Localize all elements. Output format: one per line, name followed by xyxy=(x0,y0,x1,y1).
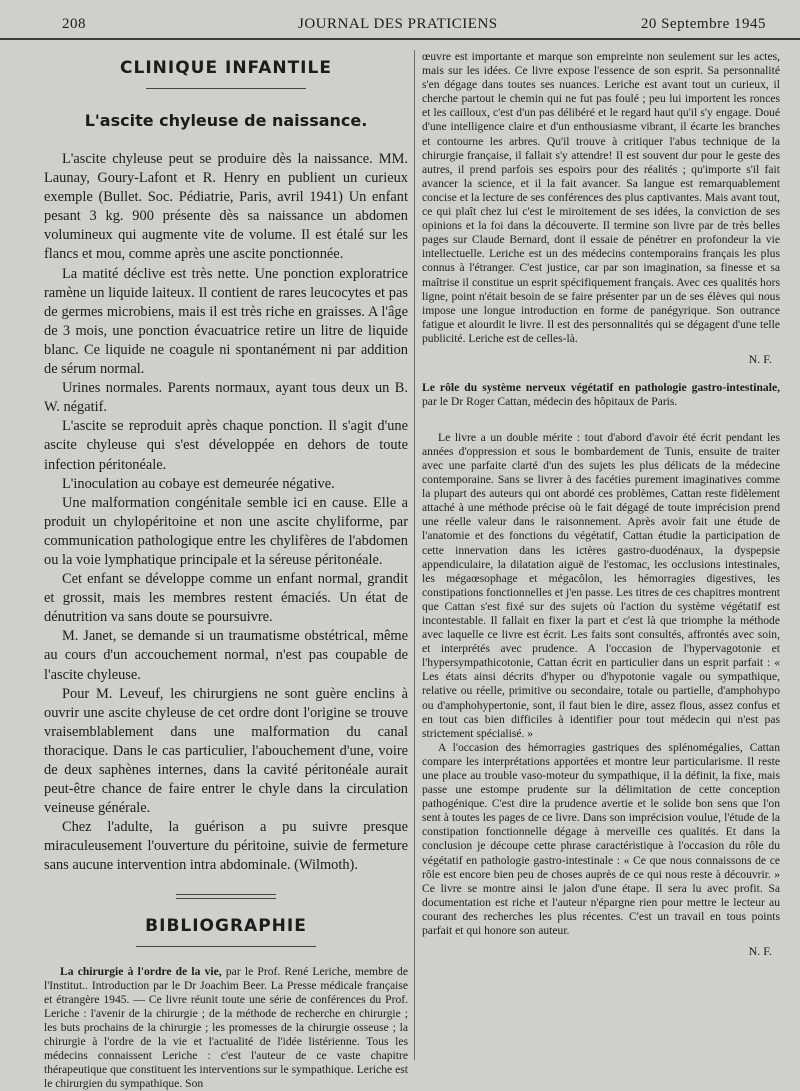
journal-title: JOURNAL DES PRATICIENS xyxy=(298,16,498,32)
review-body xyxy=(422,431,780,938)
issue-date: 20 Septembre 1945 xyxy=(640,16,766,32)
page-number: 208 xyxy=(62,16,86,32)
bibliography-entry xyxy=(422,381,780,409)
bibliography-entry xyxy=(44,965,408,1091)
review-paragraph: œuvre est importante et marque son empreinte non seulement sur les actes, mais sur les idées. Ce livre expose l'essence de son esprit. Sa personnalité s'en dégage dans toutes ses nuances. Leriche est avant tout un curieux, il cherche partout le chemin qui ne fut pas foulé ; peu lui importent les ronces et les cailloux, c'est d'un pas délibéré et le regard haut qu'il s'y engage. Doué d'une intelligence claire et d'un enthousiasme vibrant, il écarte les branches et contourne les arbres. Qu'il trouve à critiquer l'abus technique de la chirurgie française, il fallait s'y attendre! Il est souvent dur pour le geste des autres, il prend parfois ses espoirs pour des réalités ; qu'importe s'il fait avancer la science, et il la fait avancer. Sa langue est remarquablement concise et la lecture de ses conférences des plus captivantes. Mais avant tout, ce qui plaît chez lui c'est le miroitement de ses idées, la conviction de ses opinions et la foi dans la découverte. Il termine son livre par de très belles pages sur Claude Bernard, dont il essaie de pénétrer en profondeur la vie intellectuelle. Leriche est un des médecins contemporains français les plus connus à l'étranger. C'est justice, car par son imagination, sa finesse et sa maîtrise il constitue un esprit spécifiquement français. Avec ces qualités hors ligne, point n'était besoin de se faire présenter par un de ses élèves qui nous impose une longue introduction en forme de panégyrique. Son outrance fatigue et alourdit le livre. Il est des personnalités qui se dégagent d'une telle publicité. Leriche est de celles-là. xyxy=(422,50,780,345)
article-paragraph: Cet enfant se développe comme un enfant normal, grandit et grossit, mais les membres restent émaciés. Un état de dénutrition va sans doute se poursuivre. xyxy=(44,571,408,626)
article-paragraph: Une malformation congénitale semble ici en cause. Elle a produit un chylopéritoine et non une ascite chyliforme, par communication pathologique entre les chylifères de l'abdomen ou la voie lymphatique principale et la séreuse péritonéale. xyxy=(44,494,408,568)
book-author: par le Dr Roger Cattan, médecin des hôpitaux de Paris. xyxy=(422,395,678,409)
double-rule-separator xyxy=(44,886,408,906)
article-title: L'ascite chyleuse de naissance. xyxy=(84,111,368,130)
right-column xyxy=(422,50,780,959)
book-title: Le rôle du système nerveux végétatif en pathologie gastro-intestinale, xyxy=(422,380,780,394)
article-paragraph: L'ascite se reproduit après chaque ponction. Il s'agit d'une ascite chyleuse qui s'est développée en dehors de toute infection péritonéale. xyxy=(44,418,408,473)
review-signature: N. F. xyxy=(748,351,772,366)
review-paragraph: A l'occasion des hémorragies gastriques des splénomégalies, Cattan compare les interprétations apportées et montre leur particularisme. Il reste une place au trouble vaso-moteur du sympathique, il la définit, la fixe, mais passe une estompe prudente sur la délimitation de cette conception pathogénique. C'est dire la prudence avertie et le solide bon sens que l'on sent à toutes les pages de ce livre. Dans son imprécision voulue, l'étude de la constipation fonctionnelle dégage à merveille ces qualités. Et dans la conclusion je découpe cette phrase caractéristique à l'occasion du rôle du végétatif en pathologie gastro-intestinale : « Ce que nous connaissons de ce rôle est encore bien peu de choses auprès de ce qui nous reste à découvrir. » Ce livre se montre ainsi le jalon d'une étape. Il sera lu avec profit. Sa documentation est riche et l'auteur n'épargne rien pour mettre le lecteur au courant des recherches les plus récentes. C'est un travail en tous points parfait et qui honore son auteur. xyxy=(422,740,780,938)
left-column xyxy=(44,50,408,1091)
review-signature: N. F. xyxy=(748,944,772,959)
running-head xyxy=(0,16,800,40)
article-body xyxy=(44,150,408,876)
section-title: CLINIQUE INFANTILE xyxy=(120,58,332,78)
book-title: La chirurgie à l'ordre de la vie, xyxy=(60,964,222,978)
article-paragraph: Chez l'adulte, la guérison a pu suivre presque miraculeusement l'ouverture du péritoine, suivie de fermeture sans aucune intervention intra abdominale. (Wilmoth). xyxy=(44,819,408,874)
review-continuation xyxy=(422,50,780,346)
section-rule xyxy=(146,88,306,89)
article-paragraph: Pour M. Leveuf, les chirurgiens ne sont guère enclins à ouvrir une ascite chyleuse de cet ordre dont l'origine se trouve vraisemblablement dans une malformation du canal thoracique. Dans le cas particulier, l'abouchement d'une, voire de deux saphènes internes, dans la cavité péritonéale aurait peut-être chance de faire entrer le chyle dans la circulation veineuse générale. xyxy=(44,685,408,817)
bibliography-title: BIBLIOGRAPHIE xyxy=(145,915,307,936)
article-paragraph: L'ascite chyleuse peut se produire dès la naissance. MM. Launay, Goury-Lafont et R. Henry en publient un curieux exemple (Bullet. Soc. Pédiatrie, Paris, avril 1941) Un enfant pesant 3 kg. 900 présente dès sa naissance un abdomen volumineux qui augmente vite de volume. Il est étalé sur les flancs et mou, comme après une ascite ponctionnée. xyxy=(44,151,408,263)
bibliography-rule xyxy=(136,946,316,947)
article-paragraph: M. Janet, se demande si un traumatisme obstétrical, même au cours d'un accouchement normal, n'est pas coupable de l'ascite chyleuse. xyxy=(44,628,408,683)
article-paragraph: La matité déclive est très nette. Une ponction exploratrice ramène un liquide laiteux. Il contient de rares leucocytes et pas de germes microbiens, mais il est très riche en graisses. A l'âge de 3 mois, une ponction évacuatrice retire un litre de liquide blanc. Ce liquide ne coagule ni spontanément ni par addition de sérum normal. xyxy=(44,265,408,378)
column-divider xyxy=(414,50,415,1060)
book-review-text: par le Prof. René Leriche, membre de l'Institut.. Introduction par le Dr Joachim Beer. La Presse médicale française et étrangère 1945. — Ce livre réunit toute une série de conférences du Prof. Leriche : l'avenir de la chirurgie ; de la méthode de recherche en chirurgie ; les buts prochains de la chirurgie ; les promesses de la chirurgie osseuse ; la chirurgie à l'ordre de la vie et l'actualité de l'idée listérienne. Tous les médecins connaissent Leriche : c'est l'auteur de ce vaste chapitre thérapeutique que constituent les interventions sur le sympathique. Leriche est le chirurgien du sympathique. Son xyxy=(44,964,408,1091)
article-paragraph: Urines normales. Parents normaux, ayant tous deux un B. W. négatif. xyxy=(44,380,408,416)
article-paragraph: L'inoculation au cobaye est demeurée négative. xyxy=(62,475,335,492)
review-paragraph: Le livre a un double mérite : tout d'abord d'avoir été écrit pendant les années d'oppression et sous le bombardement de Tunis, ensuite de traiter avec une parfaite clarté d'un des sujets les plus délicats de la médecine contemporaine. Sans se livrer à des facéties purement imaginatives comme la plupart des auteurs qui ont abordé ces problèmes, Cattan reste fidèlement attaché à une méthode précise où le fait dégagé de toute imprécision prend une réelle valeur dans le raisonnement. Après avoir fait une étude de l'anatomie et des fonctions du végétatif, Cattan étudie la participation de cette innervation dans les ictères gastro-duodénaux, la dyspepsie appendiculaire, la dilatation aiguë de l'estomac, les occlusions intestinales, les mégaœsophage et mégacôlon, les hémorragies digestives, les constipations fonctionnelles et j'en passe. Les titres de ces chapitres montrent que Cattan s'est fixé sur des sujets où l'action du système végétatif est incontestable. Il fallait en fixer la part et c'est là que triomphe la méthode avec laquelle ce livre est écrit. Les faits sont consultés, affrontés avec soin, et interprétés avec prudence. A l'occasion de l'hypervagotonie et l'hypersympathicotonie, Cattan écrit en particulier dans un esprit parfait : « Les états ainsi décrits d'hyper ou d'hypotonie vagale ou sympathique, relative ou réelle, primitive ou secondaire, totale ou partielle, d'amphohypo ou d'amphohypertonie, sont, il faut bien le dire, assez flous, assez confus et en tout cas bien difficiles à identifier pour tout médecin qui n'est pas strictement spécialisé. » xyxy=(422,430,780,740)
